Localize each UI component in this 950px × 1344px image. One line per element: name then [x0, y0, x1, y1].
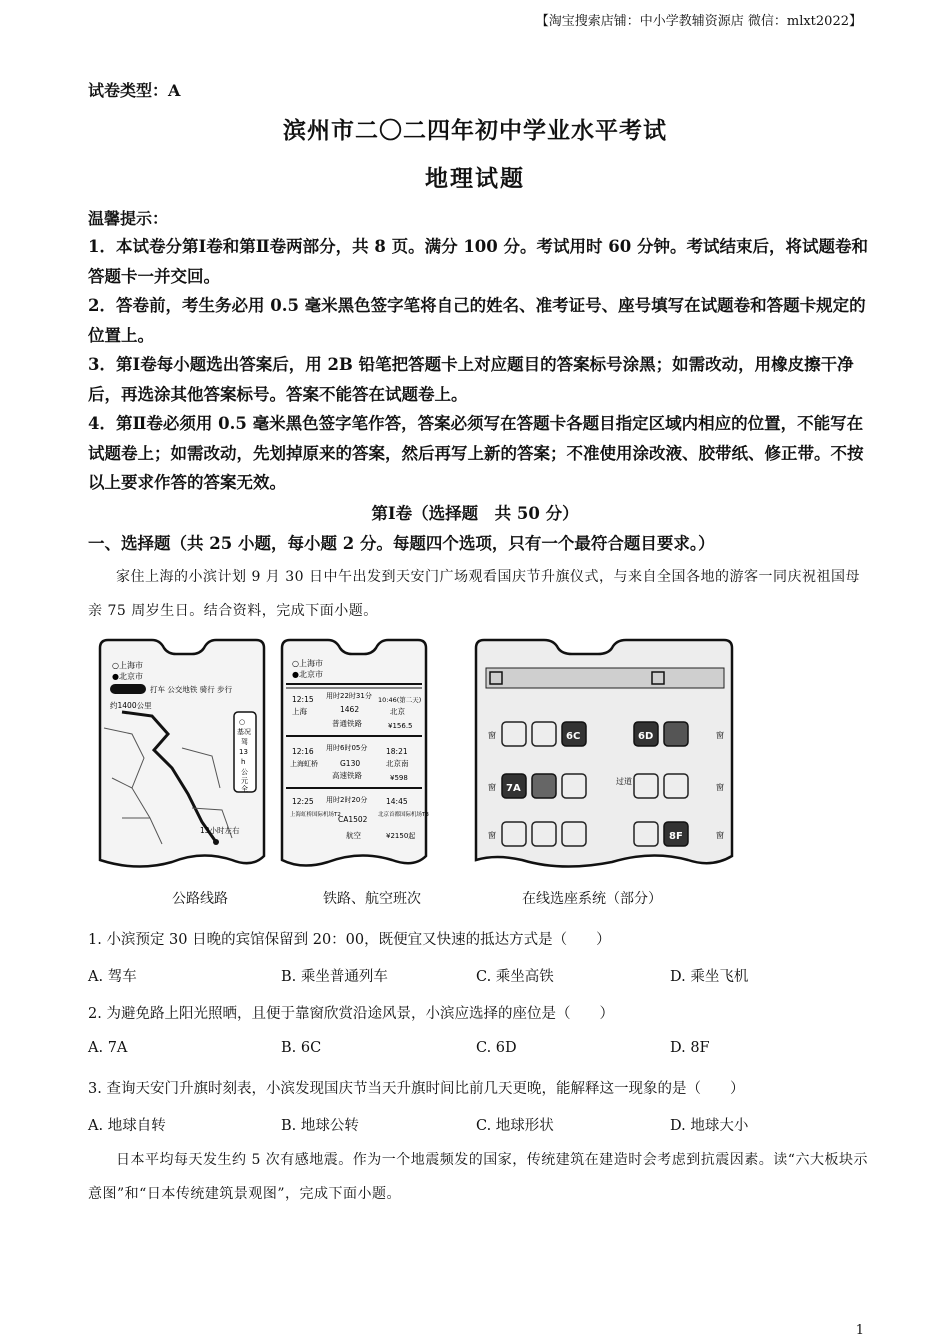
window-label: 窗 — [488, 831, 496, 840]
road-side-label: 13 — [239, 748, 248, 756]
window-label: 窗 — [488, 783, 496, 792]
caption-road: 公路线路 — [172, 891, 228, 907]
figure-travel-phones — [92, 638, 742, 874]
road-eta: 13小时左右 — [200, 826, 240, 835]
trip-duration: 用时22时31分 — [326, 692, 372, 700]
q2-option-a: A. 7A — [88, 1040, 128, 1056]
trip-dep: 上海虹桥国际机场T2 — [290, 812, 341, 818]
exam-subject: 地理试题 — [425, 165, 525, 192]
trip-arr: 北京 — [390, 707, 405, 716]
phone-rail-air — [282, 640, 429, 866]
caption-seat: 在线选座系统（部分） — [522, 891, 662, 907]
seat-7a: 7A — [506, 783, 521, 794]
notice-item: 2．答卷前，考生务必用 0.5 毫米黑色签字笔将自己的姓名、准考证号、座号填写在试题卷和答题卡规定的位置上。 — [88, 296, 866, 345]
seat-8f: 8F — [669, 831, 683, 842]
trip-code: 1462 — [340, 705, 360, 714]
road-from: ○上海市 — [112, 661, 143, 670]
window-label: 窗 — [716, 783, 724, 792]
trip-arr-time: 14:45 — [386, 797, 408, 806]
passage-1: 家住上海的小滨计划 9 月 30 日中午出发到天安门广场观看国庆节升旗仪式，与来自全国各地的游客一同庆祝祖国母亲 75 周岁生日。结合资料，完成下面小题。 — [88, 569, 861, 619]
road-side-label: 全 — [241, 785, 248, 793]
q3-option-c: C. 地球形状 — [476, 1118, 554, 1134]
trip-duration: 用时2时20分 — [326, 796, 368, 804]
q3-option-d: D. 地球大小 — [670, 1118, 749, 1134]
trip-dep-time: 12:15 — [292, 695, 314, 704]
road-side-label: 公 — [241, 768, 248, 776]
question-1-stem: 1. 小滨预定 30 日晚的宾馆保留到 20：00，既便宜又快速的抵达方式是（ ） — [88, 932, 611, 948]
road-side-label: ○ — [239, 718, 246, 726]
road-modes: 打车 公交地铁 骑行 步行 — [150, 685, 233, 694]
road-side-label: 驾 — [241, 738, 248, 746]
q3-option-b: B. 地球公转 — [281, 1118, 359, 1134]
trip-price: ¥598 — [390, 774, 408, 782]
q3-option-a: A. 地球自转 — [88, 1118, 166, 1134]
caption-rail-air: 铁路、航空班次 — [323, 891, 421, 907]
q2-option-c: C. 6D — [476, 1040, 517, 1056]
header-watermark: 【淘宝搜索店铺：中小学教辅资源店 微信：mlxt2022】 — [535, 14, 862, 29]
road-to: ●北京市 — [112, 672, 143, 681]
road-side-label: h — [241, 758, 246, 766]
trip-code: CA1502 — [338, 815, 368, 824]
section-title: 第Ⅰ卷（选择题 共 50 分） — [371, 504, 579, 523]
window-label: 窗 — [716, 831, 724, 840]
q1-option-d: D. 乘坐飞机 — [670, 969, 749, 985]
q1-option-c: C. 乘坐高铁 — [476, 969, 554, 985]
road-side-label: 元 — [241, 777, 248, 785]
q1-option-b: B. 乘坐普通列车 — [281, 969, 388, 985]
trip-price: ¥156.5 — [388, 722, 413, 730]
question-2-stem: 2. 为避免路上阳光照晒，且便于靠窗欣赏沿途风景，小滨应选择的座位是（ ） — [88, 1006, 614, 1022]
trip-duration: 用时6时05分 — [326, 744, 368, 752]
trip-to: ●北京市 — [292, 670, 323, 679]
seat-6c: 6C — [566, 731, 581, 742]
trip-arr: 北京南 — [386, 759, 409, 768]
q2-option-b: B. 6C — [281, 1040, 322, 1056]
trip-dep-time: 12:25 — [292, 797, 314, 806]
question-3-stem: 3. 查询天安门升旗时刻表，小滨发现国庆节当天升旗时间比前几天更晚，能解释这一现象的是（ ） — [88, 1081, 745, 1097]
notice-heading: 温馨提示： — [88, 209, 169, 228]
road-distance: 约1400公里 — [110, 701, 152, 710]
trip-dep-time: 12:16 — [292, 747, 314, 756]
notice-item: 4．第Ⅱ卷必须用 0.5 毫米黑色签字笔作答，答案必须写在答题卡各题目指定区域内相应的位置，不能写在试题卷上；如需改动，先划掉原来的答案，然后再写上新的答案；不准使用涂改液、胶带纸、修正带。不按以上要求作答的答案无效。 — [88, 414, 864, 492]
window-label: 窗 — [488, 731, 496, 740]
passage-2: 日本平均每天发生约 5 次有感地震。作为一个地震频发的国家，传统建筑在建造时会考虑到抗震因素。读“六大板块示意图”和“日本传统建筑景观图”，完成下面小题。 — [88, 1152, 868, 1202]
notice-list — [88, 232, 868, 498]
trip-dep: 上海虹桥 — [290, 760, 318, 768]
trip-from: ○上海市 — [292, 659, 323, 668]
road-side-label: 基况 — [237, 728, 251, 736]
aisle-label: 过道 — [616, 777, 632, 786]
paper-type: 试卷类型：A — [88, 81, 181, 100]
trip-price: ¥2150起 — [386, 832, 416, 840]
trip-dep: 上海 — [292, 707, 307, 716]
exam-title: 滨州市二〇二四年初中学业水平考试 — [283, 117, 667, 144]
trip-type: 航空 — [346, 831, 361, 840]
phone-seat-selection — [476, 640, 732, 867]
notice-item: 1．本试卷分第Ⅰ卷和第Ⅱ卷两部分，共 8 页。满分 100 分。考试用时 60 分钟。考试结束后，将试题卷和答题卡一并交回。 — [88, 237, 868, 286]
trip-arr-time: 18:21 — [386, 747, 408, 756]
trip-code: G130 — [340, 759, 361, 768]
window-label: 窗 — [716, 731, 724, 740]
trip-arr: 北京首都国际机场T3 — [378, 812, 429, 818]
trip-type: 普通铁路 — [332, 719, 362, 728]
seat-6d: 6D — [638, 731, 654, 742]
notice-item: 3．第Ⅰ卷每小题选出答案后，用 2B 铅笔把答题卡上对应题目的答案标号涂黑；如需改动，用橡皮擦干净后，再选涂其他答案标号。答案不能答在试题卷上。 — [88, 355, 854, 404]
phone-road-route — [100, 640, 264, 867]
q2-option-d: D. 8F — [670, 1040, 710, 1056]
section-heading: 一、选择题（共 25 小题，每小题 2 分。每题四个选项，只有一个最符合题目要求。） — [88, 534, 715, 553]
trip-arr-time: 10:46(第二天) — [378, 696, 422, 704]
q1-option-a: A. 驾车 — [88, 969, 137, 985]
trip-type: 高速铁路 — [332, 771, 362, 780]
page-number: 1 — [855, 1323, 864, 1338]
